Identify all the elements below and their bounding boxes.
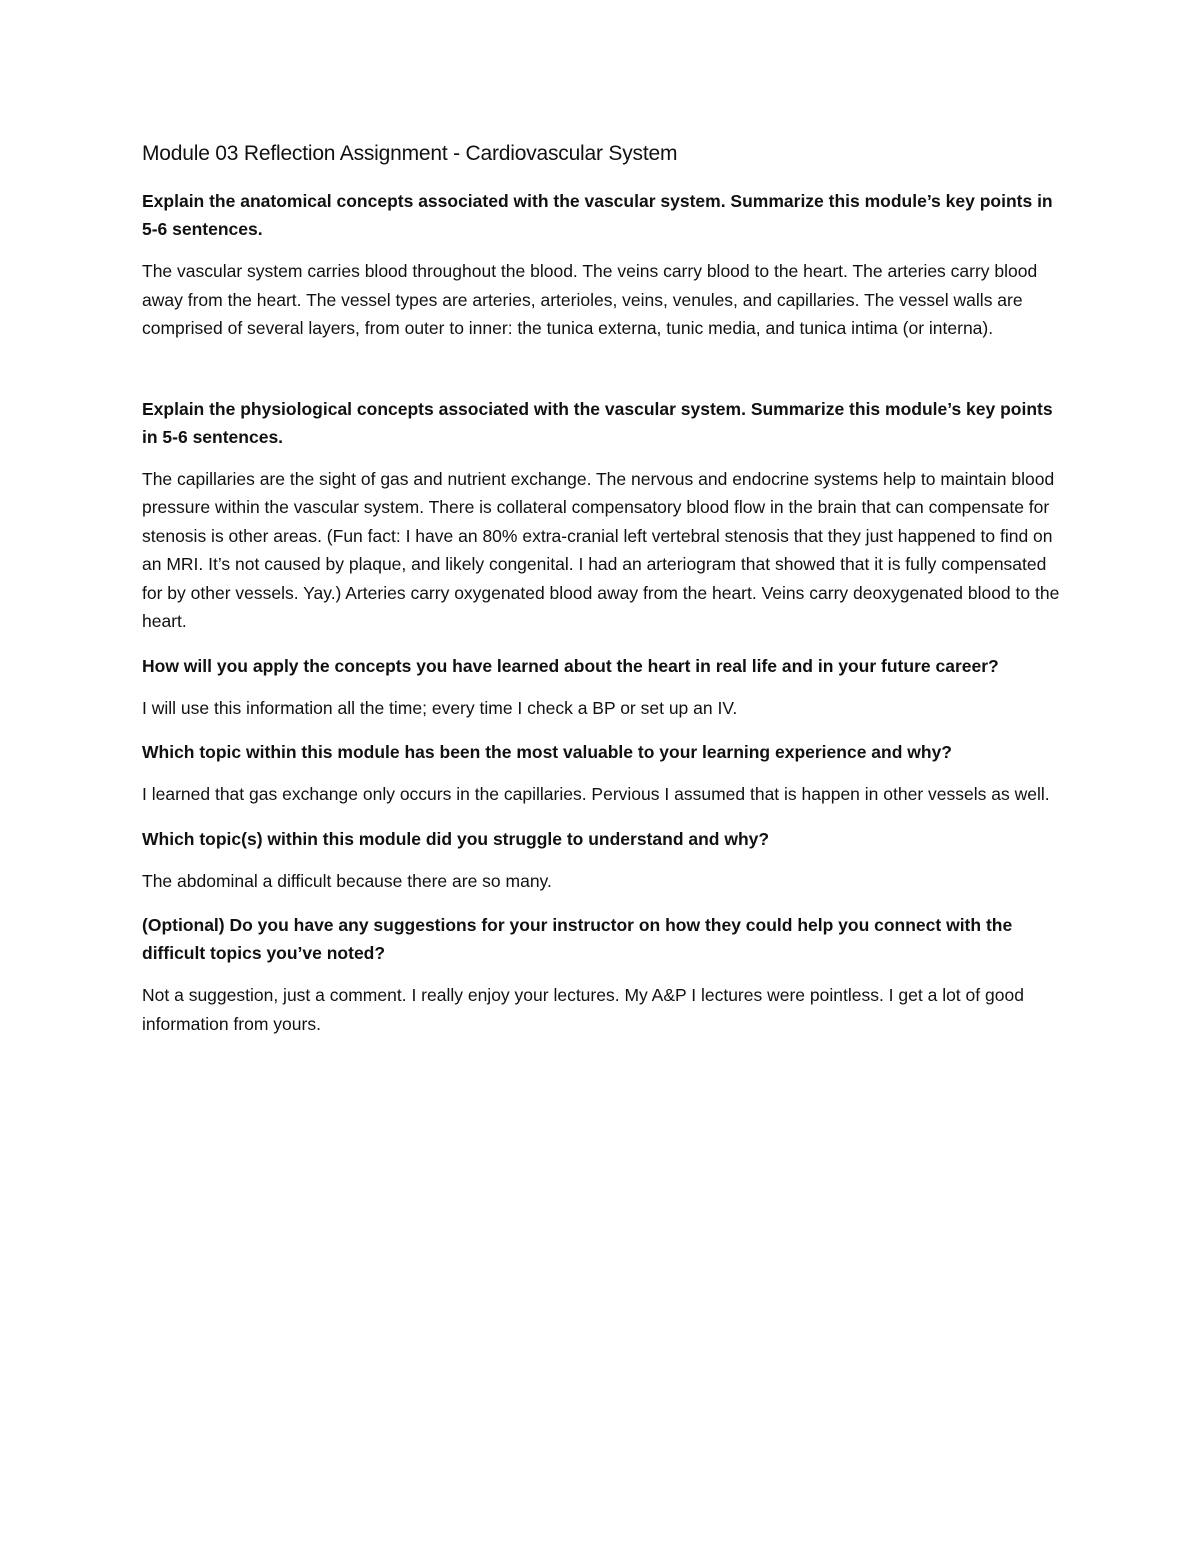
question-suggestions: (Optional) Do you have any suggestions for your instructor on how they could help you connect with the difficult topics you’ve noted? bbox=[142, 915, 1013, 964]
answer-valuable-topic: I learned that gas exchange only occurs in the capillaries. Pervious I assumed that is happen in other vessels as well. bbox=[142, 784, 1050, 805]
question-anatomical: Explain the anatomical concepts associated with the vascular system. Summarize this module’s key points in 5-6 sentences. bbox=[142, 191, 1053, 240]
document-title: Module 03 Reflection Assignment - Cardiovascular System bbox=[142, 142, 678, 165]
answer-anatomical: The vascular system carries blood throughout the blood. The veins carry blood to the heart. The arteries carry blood away from the heart. The vessel types are arteries, arterioles, veins, venules, and capillaries. The vessel walls are comprised of several layers, from outer to inner: the tunica externa, tunic media, and tunica intima (or interna). bbox=[142, 261, 1038, 339]
answer-apply: I will use this information all the time; every time I check a BP or set up an IV. bbox=[142, 697, 738, 718]
question-apply: How will you apply the concepts you have learned about the heart in real life and in your future career? bbox=[142, 655, 999, 676]
answer-suggestions: Not a suggestion, just a comment. I really enjoy your lectures. My A&P I lectures were pointless. I get a lot of good information from yours. bbox=[142, 985, 1024, 1034]
answer-physiological: The capillaries are the sight of gas and nutrient exchange. The nervous and endocrine systems help to maintain blood pressure within the vascular system. There is collateral compensatory blood flow in the brain that can compensate for stenosis is other areas. (Fun fact: I have an 80% extra-cranial left vertebral stenosis that they just happened to find on an MRI. It’s not caused by plaque, and likely congenital. I had an arteriogram that showed that it is fully compensated for by other vessels. Yay.) Arteries carry oxygenated blood away from the heart. Veins carry deoxygenated blood to the heart. bbox=[142, 468, 1060, 632]
answer-struggle-topic: The abdominal a difficult because there are so many. bbox=[142, 870, 552, 891]
spacer bbox=[142, 359, 1067, 395]
question-physiological: Explain the physiological concepts associated with the vascular system. Summarize this module’s key points in 5-6 sentences. bbox=[142, 398, 1053, 447]
question-struggle-topic: Which topic(s) within this module did you struggle to understand and why? bbox=[142, 828, 770, 849]
document-page bbox=[142, 140, 1067, 1054]
question-valuable-topic: Which topic within this module has been the most valuable to your learning experience and why? bbox=[142, 742, 952, 763]
